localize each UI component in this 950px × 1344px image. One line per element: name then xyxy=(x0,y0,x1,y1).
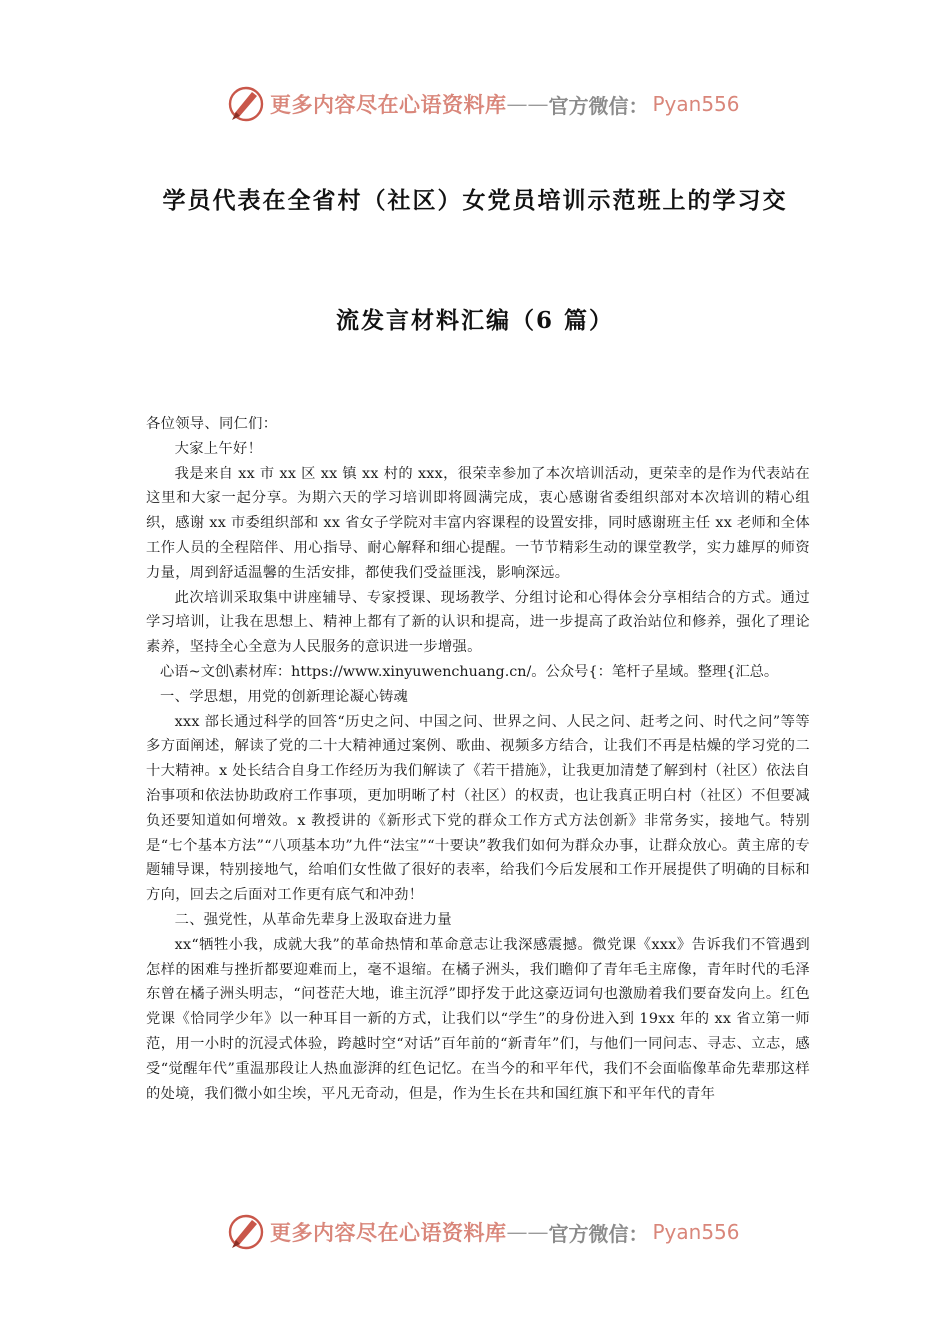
paragraph: 大家上午好！ xyxy=(174,440,263,457)
paragraph: 我是来自 xx 市 xx 区 xx 镇 xx 村的 xxx，很荣幸参加了本次培训活动，更荣幸的是作为代表站在这里和大家一起分享。为期六天的学习培训即将圆满完成，衷心感谢省委组织部对本次培训的精心组织，感谢 xx 市委组织部和 xx 省女子学院对丰富内容课程的设置安排，同时感谢班主任 xx 老师和全体工作人员的全程陪伴、用心指导、耐心解释和细心提醒。一节节精彩生动的课堂教学，实力雄厚的师资力量，周到舒适温馨的生活安排，都使我们受益匪浅，影响深远。 xyxy=(146,465,810,581)
watermark-separator: —— xyxy=(506,1220,549,1244)
watermark-wechat-id: Pyan556 xyxy=(652,1220,740,1244)
paragraph: xxx 部长通过科学的回答“历史之问、中国之问、世界之问、人民之问、赶考之问、时代之问”等等多方面阐述，解读了党的二十大精神通过案例、歌曲、视频多方结合，让我们不再是枯燥的学习党的二十大精神。x 处长结合自身工作经历为我们解读了《若干措施》，让我更加清楚了解到村（社区）依法自治事项和依法协助政府工作事项，更加明晰了村（社区）的权责，也让我真正明白村（社区）不但要减负还要知道如何增效。x 教授讲的《新形式下党的群众工作方式方法创新》非常务实，接地气。特别是“七个基本方法”“八项基本功”九件“法宝”“十要诀”教我们如何为群众办事，让群众放心。黄主席的专题辅导课，特别接地气，给咱们女性做了很好的表率，给我们今后发展和工作开展提供了明确的目标和方向，回去之后面对工作更有底气和冲劲！ xyxy=(146,713,810,904)
pen-circle-logo-icon xyxy=(226,84,266,124)
paragraph: 此次培训采取集中讲座辅导、专家授课、现场教学、分组讨论和心得体会分享相结合的方式。通过学习培训，让我在思想上、精神上都有了新的认识和提高，进一步提高了政治站位和修养，强化了理论素养，坚持全心全意为人民服务的意识进一步增强。 xyxy=(146,589,810,656)
greeting: 各位领导、同仁们： xyxy=(146,416,278,432)
pen-circle-logo-icon xyxy=(226,1212,266,1252)
section-heading: 一、学思想，用党的创新理论凝心铸魂 xyxy=(160,688,409,705)
watermark-text: 更多内容尽在心语资料库 xyxy=(270,92,507,117)
watermark-banner-top xyxy=(226,82,746,126)
document-title-line1: 学员代表在全省村（社区）女党员培训示范班上的学习交 xyxy=(162,187,788,214)
watermark-text: 更多内容尽在心语资料库 xyxy=(270,1220,507,1245)
document-body xyxy=(146,412,810,1106)
watermark-wechat-label: 官方微信： xyxy=(548,93,649,118)
watermark-banner-bottom xyxy=(226,1210,746,1254)
section-heading: 二、强党性，从革命先辈身上汲取奋进力量 xyxy=(174,911,452,928)
watermark-separator: —— xyxy=(506,92,549,116)
watermark-wechat-id: Pyan556 xyxy=(652,92,740,116)
watermark-wechat-label: 官方微信： xyxy=(548,1221,649,1246)
paragraph: xx“牺牲小我，成就大我”的革命热情和革命意志让我深感震撼。微党课《xxx》告诉我们不管遇到怎样的困难与挫折都要迎难而上，毫不退缩。在橘子洲头，我们瞻仰了青年毛主席像，青年时代的毛泽东曾在橘子洲头明志，“问苍茫大地，谁主沉浮”即抒发于此这豪迈词句也激励着我们要奋发向上。红色党课《恰同学少年》以一种耳目一新的方式，让我们以“学生”的身份进入到 19xx 年的 xx 省立第一师范，用一小时的沉浸式体验，跨越时空“对话”百年前的“新青年”们，与他们一同问志、寻志、立志，感受“觉醒年代”重温那段让人热血澎湃的红色记忆。在当今的和平年代，我们不会面临像革命先辈那这样的处境，我们微小如尘埃，平凡无奇动，但是，作为生长在共和国红旗下和平年代的青年 xyxy=(146,936,810,1102)
source-line: 心语~文创\素材库：https://www.xinyuwenchuang.cn/。公众号{：笔杆子星域。整理{汇总。 xyxy=(160,663,779,680)
document-title-line2: 流发言材料汇编（6 篇） xyxy=(335,307,614,334)
